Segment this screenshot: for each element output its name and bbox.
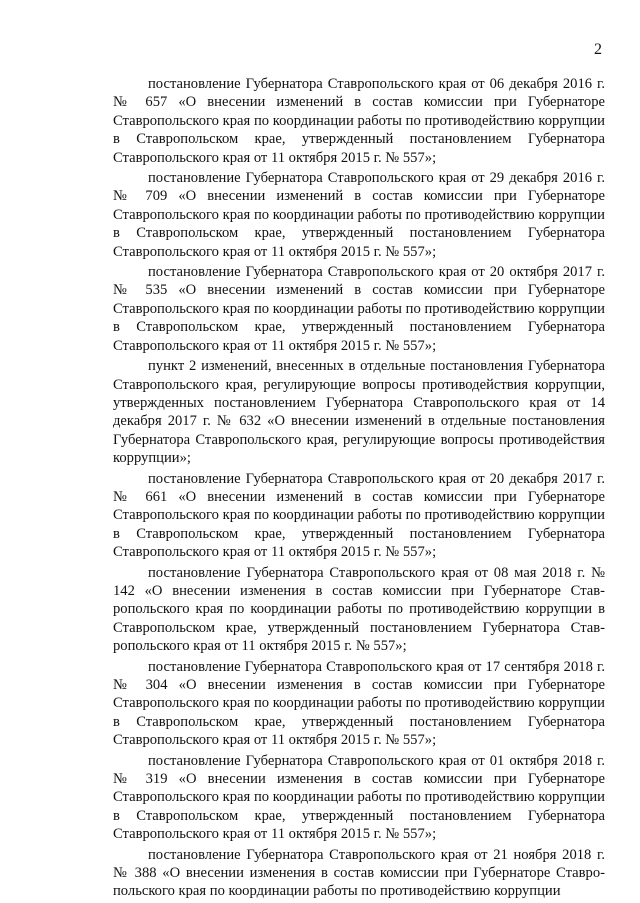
paragraph-3: постановление Губернатора Ставропольского края от 20 октября 2017 г. № 535 «О внесении изменений в состав комиссии при Губернаторе Ставропольского края по координации работы по противодействию коррупции в Ставропольском крае, утвержденный постановлением Губернатора Ставропольского края от 11 октября 2015 г. № 557»; [113, 264, 605, 354]
page-number: 2 [594, 41, 602, 58]
paragraph-5: постановление Губернатора Ставропольского края от 20 декабря 2017 г. № 661 «О внесении изменений в состав комиссии при Губернаторе Ставропольского края по координации работы по противодействию коррупции в Ставропольском крае, утвержденный постановлением Губернатора Ставропольского края от 11 октября 2015 г. № 557»; [113, 470, 605, 561]
paragraph-2: постановление Губернатора Ставропольского края от 29 декабря 2016 г. № 709 «О внесении изменений в состав комиссии при Губернаторе Ставропольского края по координации работы по противодействию коррупции в Ставропольском крае, утвержденный постановлением Губернатора Ставропольского края от 11 октября 2015 г. № 557»; [113, 170, 605, 260]
paragraph-6: постановление Губернатора Ставропольского края от 08 мая 2018 г. № 142 «О внесении изменения в состав комиссии при Губернаторе Ставропольского края по координации работы по противодействию коррупции в Ставропольском крае, утвержденный постановлением Губернатора Ставропольского края от 11 октября 2015 г. № 557»; [113, 564, 605, 655]
paragraph-7: постановление Губернатора Ставропольского края от 17 сентября 2018 г. № 304 «О внесении изменения в состав комиссии при Губернаторе Ставропольского края по координации работы по противодействию коррупции в Ставропольском крае, утвержденный постановлением Губернатора Ставропольского края от 11 октября 2015 г. № 557»; [113, 658, 605, 749]
paragraph-8: постановление Губернатора Ставропольского края от 01 октября 2018 г. № 319 «О внесении изменения в состав комиссии при Губернаторе Ставропольского края по координации работы по противодействию коррупции в Ставропольском крае, утвержденный постановлением Губернатора Ставропольского края от 11 октября 2015 г. № 557»; [113, 752, 605, 843]
paragraph-4: пункт 2 изменений, внесенных в отдельные постановления Губернатора Ставропольского края, регулирующие вопросы противодействия коррупции, утвержденных постановлением Губернатора Ставропольского края от 14 декабря 2017 г. № 632 «О внесении изменений в отдельные постановления Губернатора Ставропольского края, регулирующие вопросы противодействия коррупции»; [113, 358, 605, 467]
paragraph-1: постановление Губернатора Ставропольского края от 06 декабря 2016 г. № 657 «О внесении изменений в состав комиссии при Губернаторе Ставропольского края по координации работы по противодействию коррупции в Ставропольском крае, утвержденный постановлением Губернатора Ставропольского края от 11 октября 2015 г. № 557»; [113, 76, 605, 166]
paragraph-9: постановление Губернатора Ставропольского края от 21 ноября 2018 г. № 388 «О внесении изменения в состав комиссии при Губернаторе Ставропольского края по координации работы по противодействию коррупции [113, 846, 605, 900]
document-body [113, 75, 605, 903]
